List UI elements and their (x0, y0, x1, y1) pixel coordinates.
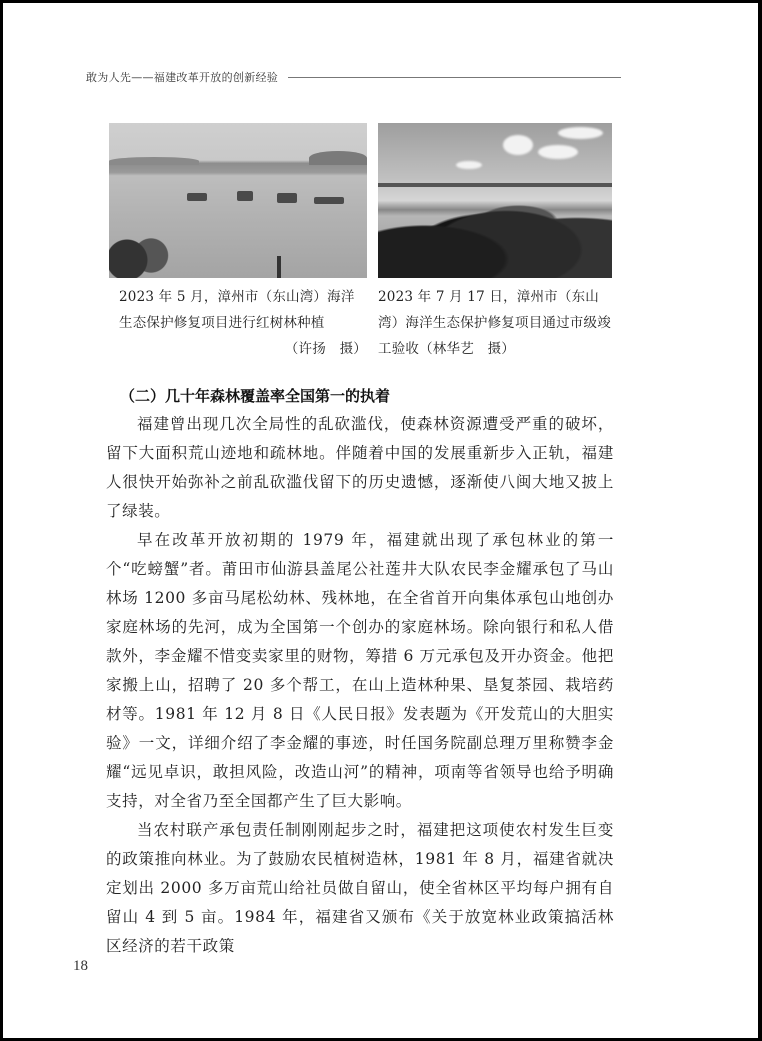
worker-figure (237, 191, 253, 201)
paragraph: 福建曾出现几次全局性的乱砍滥伐，使森林资源遭受严重的破坏，留下大面积荒山迹地和疏林地。伴随着中国的发展重新步入正轨，福建人很快开始弥补之前乱砍滥伐留下的历史遗憾，逐渐使八闽大地又披上了绿装。 (106, 415, 614, 520)
caption-text: 2023 年 5 月，漳州市（东山湾）海洋生态保护修复项目进行红树林种植 (119, 289, 355, 331)
figure-mangrove-planting (109, 123, 367, 362)
worker-figure (314, 197, 344, 204)
distant-hill (309, 151, 367, 165)
cloud (503, 135, 533, 155)
cloud (538, 145, 578, 159)
header-rule (288, 77, 621, 78)
distant-hills (109, 157, 199, 165)
worker-figure (187, 193, 207, 201)
worker-figure (277, 193, 297, 203)
marker-pole (277, 256, 281, 278)
figure-caption: 2023 年 7 月 17 日，漳州市（东山湾）海洋生态保护修复项目通过市级竣工验收（林华艺 摄） (378, 289, 611, 357)
book-page (3, 3, 758, 1038)
photo-credit: （许扬 摄） (284, 341, 367, 357)
page-number: 18 (73, 958, 88, 974)
photo-mangrove-planting (109, 123, 367, 278)
figure-caption (109, 284, 367, 362)
section-heading: （二）几十年森林覆盖率全国第一的执着 (120, 387, 391, 405)
body-content (106, 383, 614, 961)
cloud (456, 161, 482, 169)
paragraph: 早在改革开放初期的 1979 年，福建就出现了承包林业的第一个“吃螃蟹”者。莆田市仙游县盖尾公社莲井大队农民李金耀承包了马山林场 1200 多亩马尾松幼林、残林地，在全省首开向集体承包山地创办家庭林场的先河，成为全国第一个创办的家庭林场。除向银行和私人借款外，李金耀不惜变卖家里的财物，筹措 6 万元承包及开办资金。他把家搬上山，招聘了 20 多个帮工，在山上造林种果、垦复茶园、栽培药材等。1981 年 12 月 8 日《人民日报》发表题为《开发荒山的大胆实验》一文，详细介绍了李金耀的事迹，时任国务院副总理万里称赞李金耀“远见卓识，敢担风险，改造山河”的精神，项南等省领导也给予明确支持，对全省乃至全国都产生了巨大影响。 (106, 531, 614, 810)
cloud (558, 127, 603, 139)
paragraph: 当农村联产承包责任制刚刚起步之时，福建把这项使农村发生巨变的政策推向林业。为了鼓励农民植树造林，1981 年 8 月，福建省就决定划出 2000 多万亩荒山给社员做自留山，使全省林区平均每户拥有自留山 4 到 5 亩。1984 年，福建省又颁布《关于放宽林业政策搞活林区经济的若干政策 (106, 821, 614, 955)
photo-coastal-restoration (378, 123, 612, 278)
foliage (378, 183, 612, 278)
mangrove-seedlings (109, 233, 169, 278)
running-title: 敢为人先——福建改革开放的创新经验 (86, 71, 279, 84)
figure-coastal-restoration (378, 123, 612, 362)
running-header (86, 69, 621, 85)
